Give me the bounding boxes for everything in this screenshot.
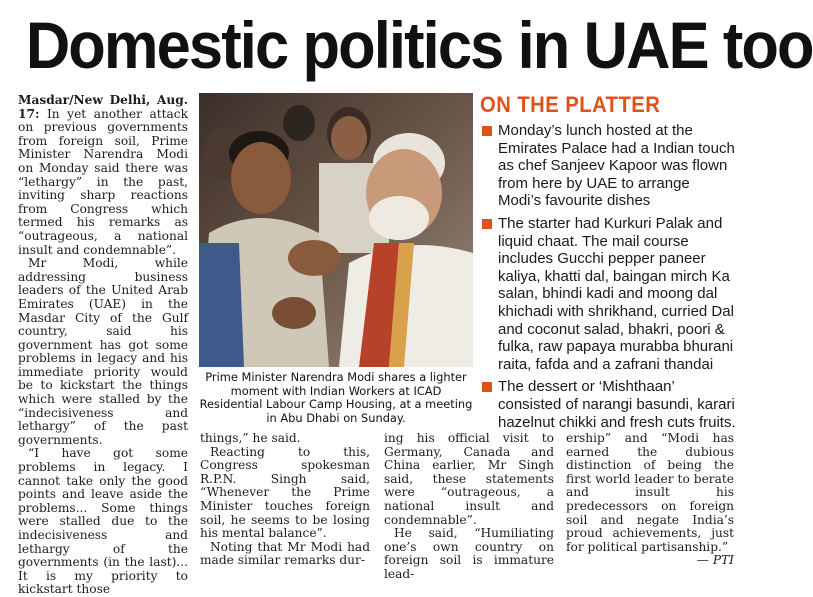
article-column-2 xyxy=(200,431,370,568)
news-agency-credit: — PTI xyxy=(696,553,734,568)
article-column-3 xyxy=(384,431,554,581)
square-bullet-icon xyxy=(482,382,492,392)
photo-illustration xyxy=(199,93,473,367)
photo-caption: Prime Minister Narendra Modi shares a lighter moment with Indian Workers at ICAD Residential Labour Camp Housing, at a meeting in Abu Dhabi on Sunday. xyxy=(199,370,473,425)
article-paragraph: things,” he said. xyxy=(200,431,301,445)
article-paragraph xyxy=(18,94,188,257)
article-paragraph: Reacting to this, Congress spokesman R.P.N. Singh said, “Whenever the Prime Minister touches foreign soil, he seems to be losing his mental balance”. xyxy=(200,444,370,541)
article-paragraph: ership” and “Modi has earned the dubious distinction of being the first world leader to berate and insult his predecessors on foreign soil and negate India’s proud achievements, just for political partisanship.” xyxy=(566,431,734,554)
sidebar-item-text: Monday’s lunch hosted at the Emirates Palace had a Indian touch as chef Sanjeev Kapoor was flown from here by UAE to arrange Modi’s favourite dishes xyxy=(498,122,735,210)
sidebar-title: ON THE PLATTER xyxy=(480,92,661,117)
article-paragraph: “I have got some problems in legacy. I cannot take only the good points and leave aside the problems... Some things were stalled due to the indecisiveness and lethargy of the governments (in the last)... It is my priority to kickstart those xyxy=(18,446,188,597)
sidebar-item-text: The starter had Kurkuri Palak and liquid chaat. The mail course includes Gucchi pepper paneer kaliya, khatti dal, baingan mirch Ka salan, bhindi kadi and moong dal khichadi with shrikhand, curried Dal and coconut salad, bhakri, poori & fulka, raw papaya murabba bhurani raita, fafda and a zafrani thandai xyxy=(498,214,734,373)
paragraph-text: In yet another attack on previous governments from foreign soil, Prime Minister Narendra Modi on Monday said there was “lethargy” in the past, inviting sharp reactions from Congress which termed his remarks as “outrageous, a national insult and condemnable”. xyxy=(18,106,188,257)
square-bullet-icon xyxy=(482,219,492,229)
sidebar-item xyxy=(480,122,736,210)
sidebar-box xyxy=(480,92,736,431)
dateline: Masdar/New Delhi, Aug. 17: xyxy=(18,93,188,121)
article-paragraph: ing his official visit to Germany, Canada and China earlier, Mr Singh said, these statements were “outrageous, a national insult and condemnable”. xyxy=(384,431,554,527)
headline: Domestic politics in UAE too xyxy=(25,8,813,82)
article-column-4 xyxy=(566,431,734,568)
article-paragraph: Noting that Mr Modi had made similar remarks dur- xyxy=(200,539,370,568)
article-paragraph: He said, “Humiliating one’s own country on foreign soil is immature lead- xyxy=(384,526,554,581)
news-photo xyxy=(199,93,473,367)
sidebar-item-text: The dessert or ‘Mishthaan’ consisted of narangi basundi, karari hazelnut chikki and fresh cuts fruits. xyxy=(498,378,736,431)
square-bullet-icon xyxy=(482,126,492,136)
sidebar-item xyxy=(480,378,736,431)
article-paragraph: Mr Modi, while addressing business leaders of the United Arab Emirates (UAE) in the Masdar City of the Gulf country, said his government has got some problems in legacy and his immediate priority would be to kickstart the things which were stalled by the “indecisiveness and lethargy” of the past governments. xyxy=(18,256,188,447)
sidebar-item xyxy=(480,215,736,373)
article-column-1 xyxy=(18,93,188,597)
